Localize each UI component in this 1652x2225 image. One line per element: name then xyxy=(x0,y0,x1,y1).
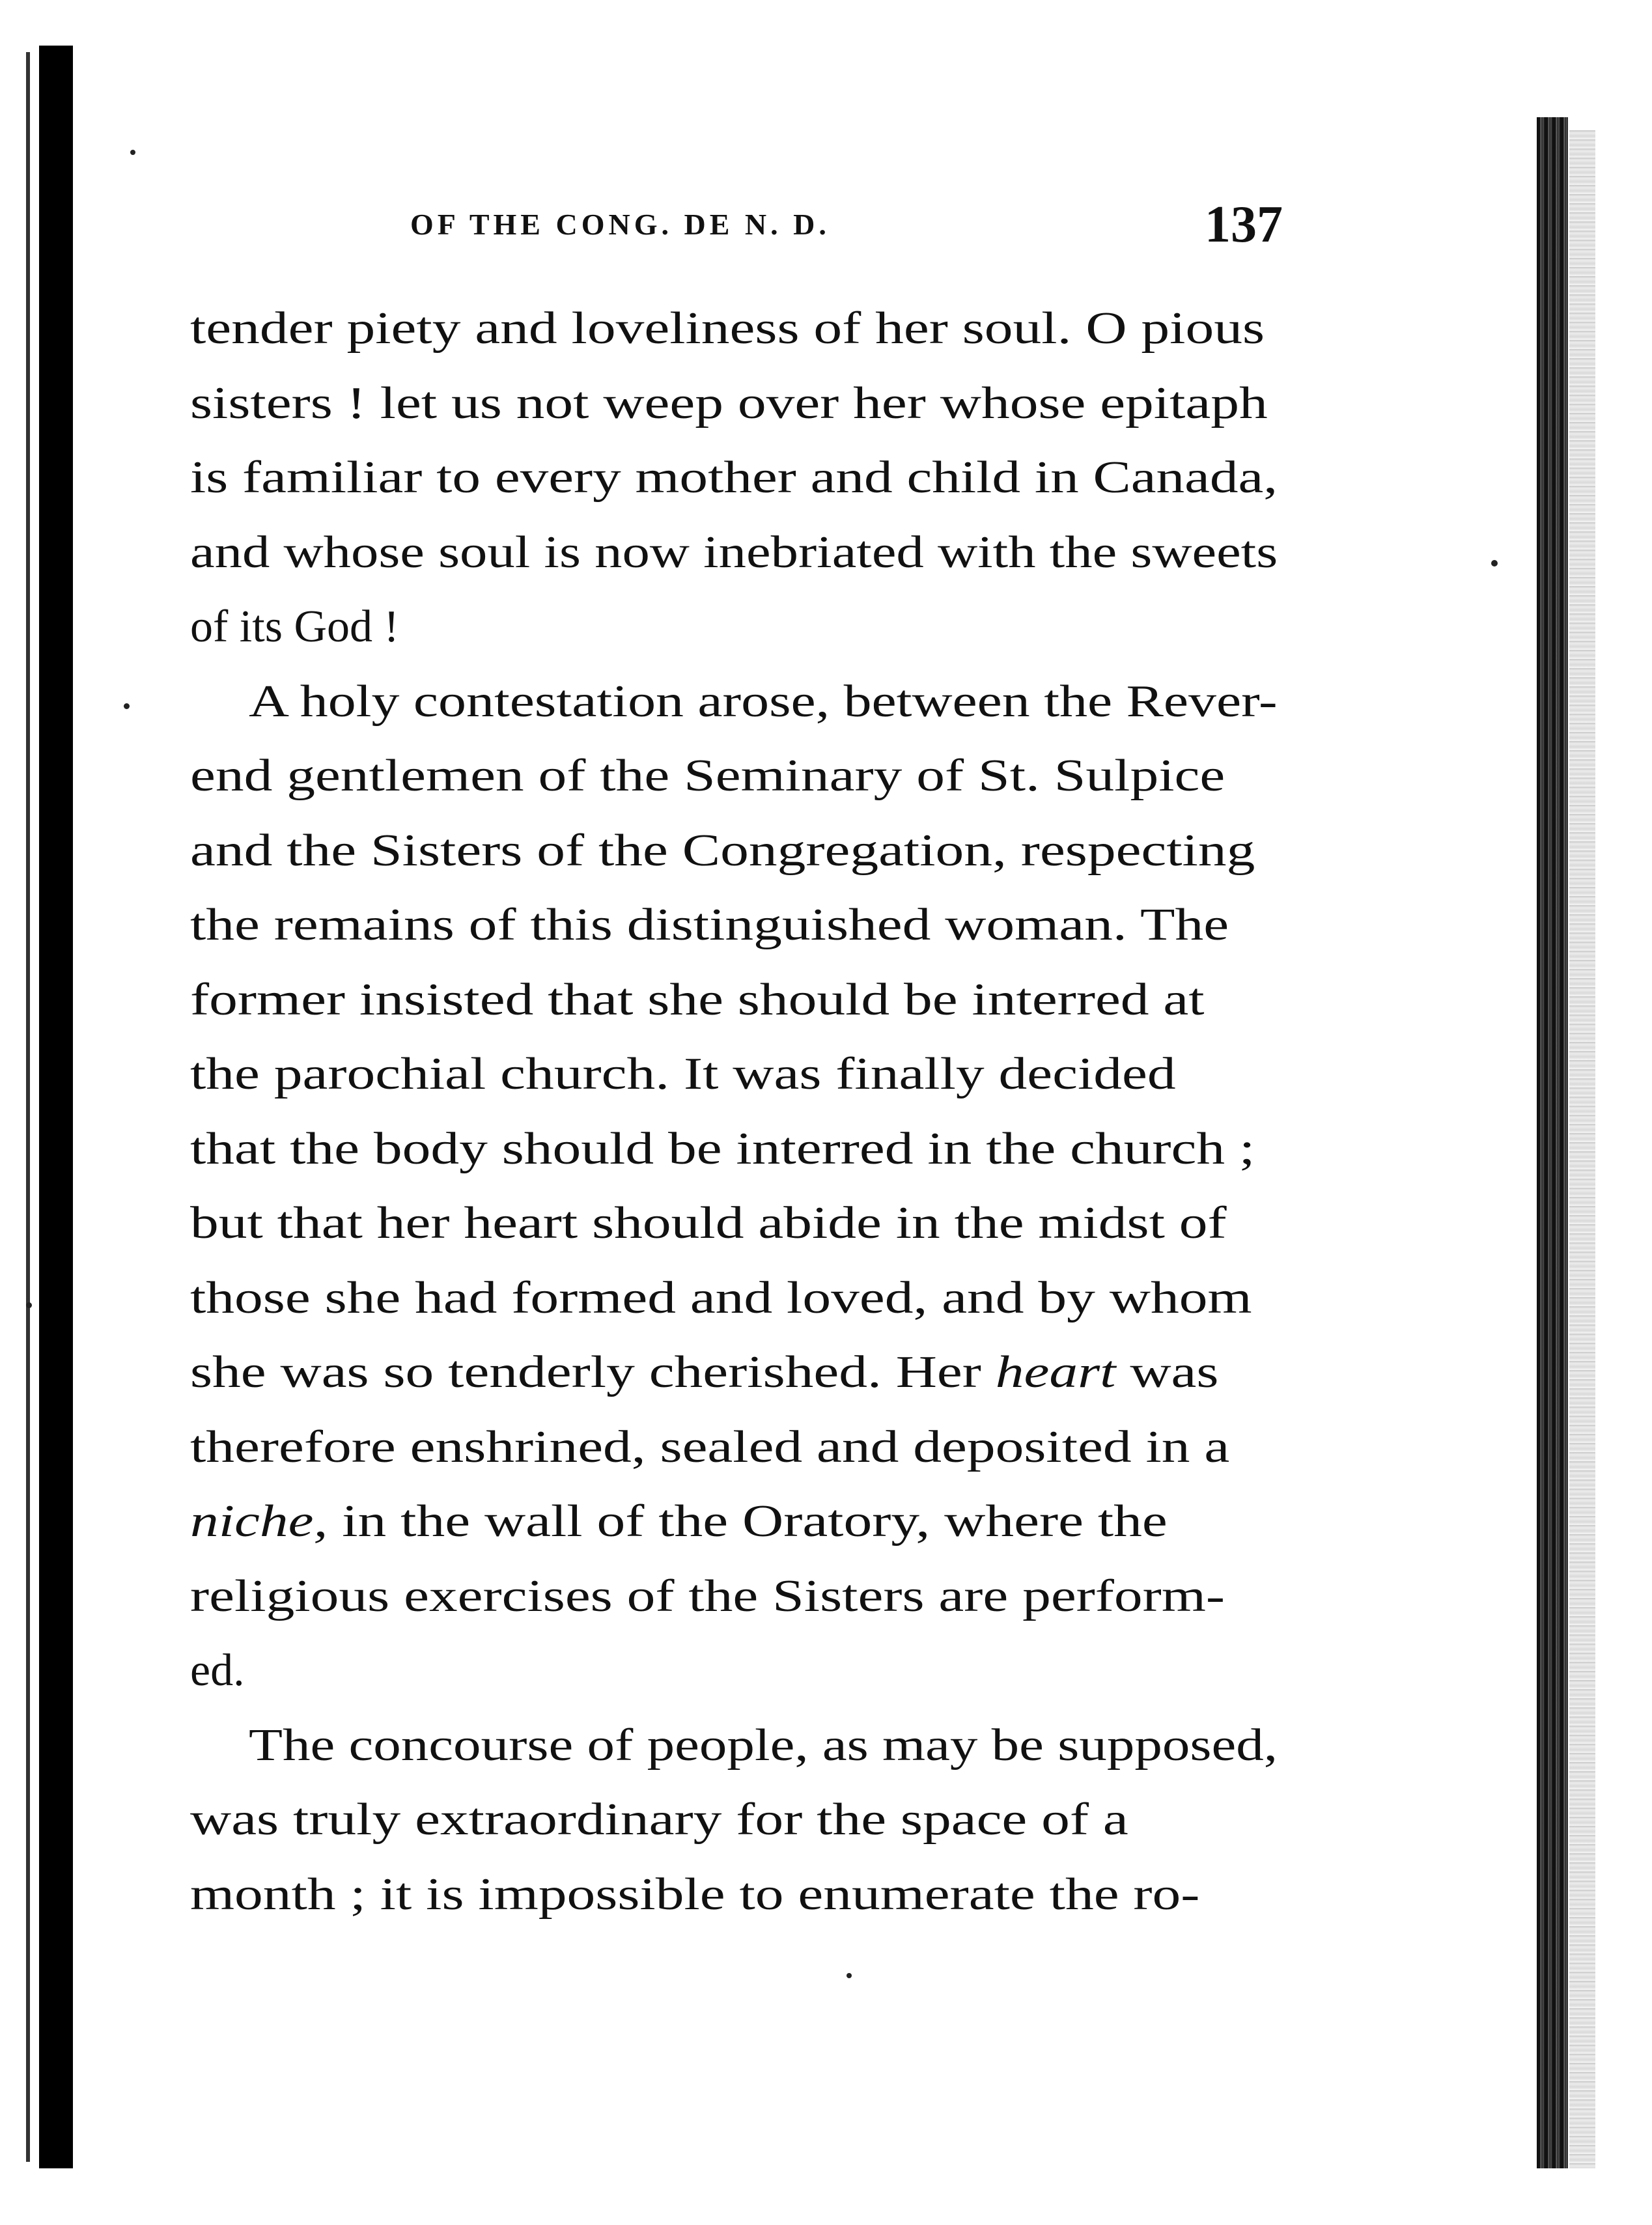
text-line: sisters ! let us not weep over her whose epitaph xyxy=(190,378,1268,428)
print-speck xyxy=(1491,560,1498,567)
line-text-end: was xyxy=(1115,1347,1219,1397)
text-line: The concourse of people, as may be supposed, xyxy=(249,1720,1278,1770)
text-line: end gentlemen of the Seminary of St. Sulpice xyxy=(190,751,1225,801)
text-line: and the Sisters of the Congregation, respecting xyxy=(190,825,1255,876)
italic-word: heart xyxy=(995,1347,1116,1397)
text-line: religious exercises of the Sisters are perform- xyxy=(190,1571,1225,1621)
print-speck xyxy=(130,150,135,155)
print-speck xyxy=(26,1302,32,1308)
text-line: A holy contestation arose, between the Rever- xyxy=(249,676,1278,727)
text-line: tender piety and loveliness of her soul. O pious xyxy=(190,303,1265,354)
text-line: was truly extraordinary for the space of a xyxy=(190,1795,1128,1845)
page-fore-edge-texture xyxy=(1569,130,1595,2168)
text-line: month ; it is impossible to enumerate the ro- xyxy=(190,1869,1200,1920)
text-line xyxy=(190,1347,1219,1397)
print-speck xyxy=(124,703,130,709)
text-line: ed. xyxy=(190,1645,245,1696)
line-text: in the wall of the Oratory, where the xyxy=(328,1496,1168,1546)
text-line: former insisted that she should be interred at xyxy=(190,974,1205,1025)
text-line: is familiar to every mother and child in Canada, xyxy=(190,453,1278,503)
text-line: of its God ! xyxy=(190,602,399,652)
text-line: those she had formed and loved, and by whom xyxy=(190,1272,1252,1323)
text-line: and whose soul is now inebriated with the sweets xyxy=(190,527,1278,578)
binding-edge xyxy=(39,46,73,2168)
page-number: 137 xyxy=(1205,196,1283,253)
line-text: she was so tenderly cherished. Her xyxy=(190,1347,996,1397)
text-line: but that her heart should abide in the midst of xyxy=(190,1198,1227,1248)
text-line xyxy=(190,1496,1168,1546)
running-title: OF THE CONG. DE N. D. xyxy=(410,208,830,241)
italic-word: niche, xyxy=(190,1496,328,1546)
text-line: that the body should be interred in the church ; xyxy=(190,1123,1255,1174)
binding-shadow xyxy=(26,52,30,2162)
print-speck xyxy=(847,1973,852,1978)
page-fore-edge xyxy=(1537,117,1568,2168)
text-line: the remains of this distinguished woman. The xyxy=(190,900,1229,950)
text-line: the parochial church. It was finally decided xyxy=(190,1049,1176,1099)
text-line: therefore enshrined, sealed and deposited in a xyxy=(190,1421,1230,1472)
